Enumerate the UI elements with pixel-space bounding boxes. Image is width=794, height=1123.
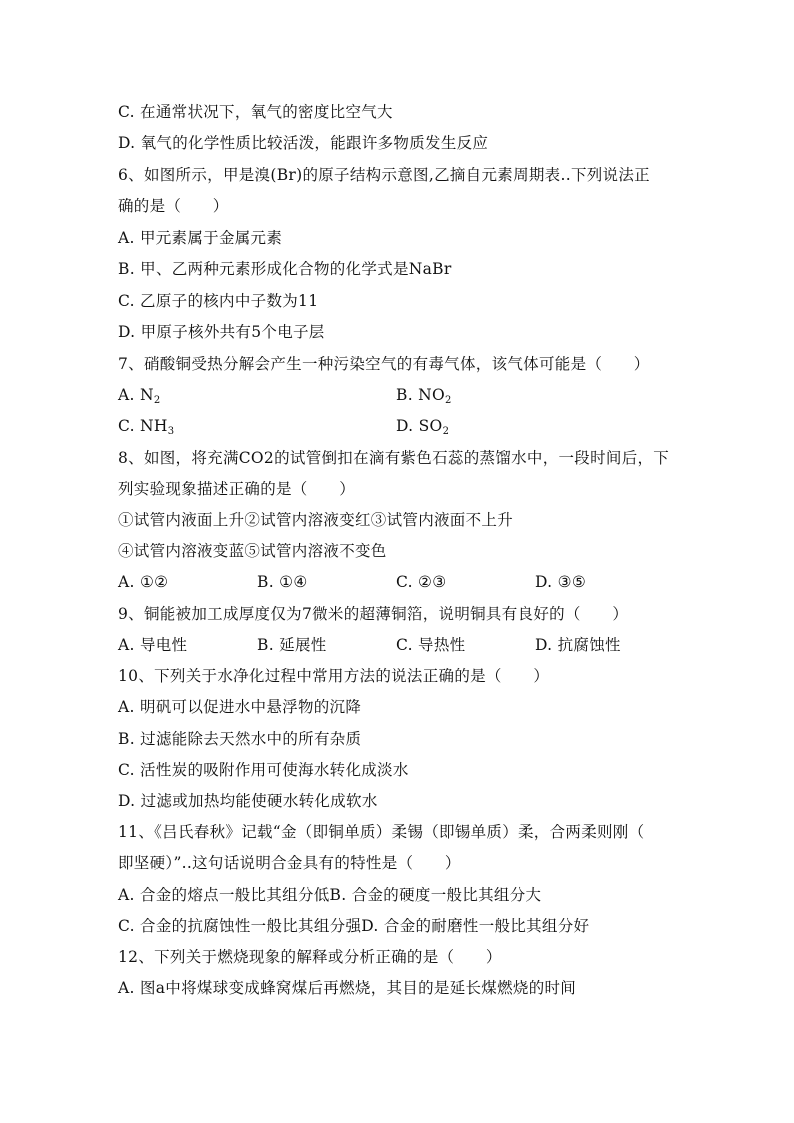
q9-options-row xyxy=(118,635,621,655)
q8-stem-line1: 8、如图，将充满CO2的试管倒扣在滴有紫色石蕊的蒸馏水中，一段时间后，下 xyxy=(118,449,670,467)
q9-option-a: A. 导电性 xyxy=(118,636,188,654)
q9-stem: 9、铜能被加工成厚度仅为7微米的超薄铜箔，说明铜具有良好的（ ） xyxy=(118,605,629,623)
q8-option-d: D. ③⑤ xyxy=(535,573,587,591)
q8-option-b: B. ①④ xyxy=(257,573,308,591)
q11-options-ab: A. 合金的熔点一般比其组分低B. 合金的硬度一般比其组分大 xyxy=(118,886,542,904)
q7-option-a: A. $N_2$ xyxy=(118,386,161,406)
q11-stem-line2: 即坚硬）”..这句话说明合金具有的特性是（ ） xyxy=(118,854,461,872)
q5-option-c: C. 在通常状况下，氧气的密度比空气大 xyxy=(118,103,393,121)
q10-option-b: B. 过滤能除去天然水中的所有杂质 xyxy=(118,730,362,748)
q6-option-a: A. 甲元素属于金属元素 xyxy=(118,229,283,247)
q8-option-a: A. ①② xyxy=(118,573,169,591)
q8-statements-line2: ④试管内溶液变蓝⑤试管内溶液不变色 xyxy=(118,542,387,560)
q7-options-row2 xyxy=(118,416,450,437)
q11-options-cd: C. 合金的抗腐蚀性一般比其组分强D. 合金的耐磨性一般比其组分好 xyxy=(118,917,590,935)
q7-options-row1 xyxy=(118,385,452,406)
q7-option-c: C. $NH_3$ xyxy=(118,417,175,437)
q5-option-d: D. 氧气的化学性质比较活泼，能跟许多物质发生反应 xyxy=(118,134,489,152)
q7-stem: 7、硝酸铜受热分解会产生一种污染空气的有毒气体，该气体可能是（ ） xyxy=(118,355,650,373)
q6-stem-line1: 6、如图所示，甲是溴(Br)的原子结构示意图,乙摘自元素周期表..下列说法正 xyxy=(118,166,650,184)
q12-option-a: A. 图a中将煤球变成蜂窝煤后再燃烧，其目的是延长煤燃烧的时间 xyxy=(118,979,577,997)
q10-option-d: D. 过滤或加热均能使硬水转化成软水 xyxy=(118,792,378,810)
q7-option-b: B. $NO_2$ xyxy=(396,386,452,406)
q6-option-d: D. 甲原子核外共有5个电子层 xyxy=(118,323,325,341)
q10-option-a: A. 明矾可以促进水中悬浮物的沉降 xyxy=(118,698,362,716)
q9-option-c: C. 导热性 xyxy=(396,636,466,654)
q6-option-c: C. 乙原子的核内中子数为11 xyxy=(118,292,319,310)
q10-stem: 10、下列关于水净化过程中常用方法的说法正确的是（ ） xyxy=(118,667,550,685)
q11-stem-line1: 11、《吕氏春秋》记载“金（即铜单质）柔锡（即锡单质）柔，合两柔则刚（ xyxy=(118,823,645,841)
q8-option-c: C. ②③ xyxy=(396,573,447,591)
q8-stem-line2: 列实验现象描述正确的是（ ） xyxy=(118,480,356,498)
q6-stem-line2: 确的是（ ） xyxy=(118,197,229,215)
q8-options-row xyxy=(118,572,586,592)
q7-option-d: D. $SO_2$ xyxy=(396,417,450,437)
q9-option-d: D. 抗腐蚀性 xyxy=(535,636,621,654)
q9-option-b: B. 延展性 xyxy=(257,636,327,654)
q8-statements-line1: ①试管内液面上升②试管内溶液变红③试管内液面不上升 xyxy=(118,511,514,529)
q6-option-b: B. 甲、乙两种元素形成化合物的化学式是NaBr xyxy=(118,260,452,278)
q12-stem: 12、下列关于燃烧现象的解释或分析正确的是（ ） xyxy=(118,948,502,966)
q10-option-c: C. 活性炭的吸附作用可使海水转化成淡水 xyxy=(118,761,409,779)
